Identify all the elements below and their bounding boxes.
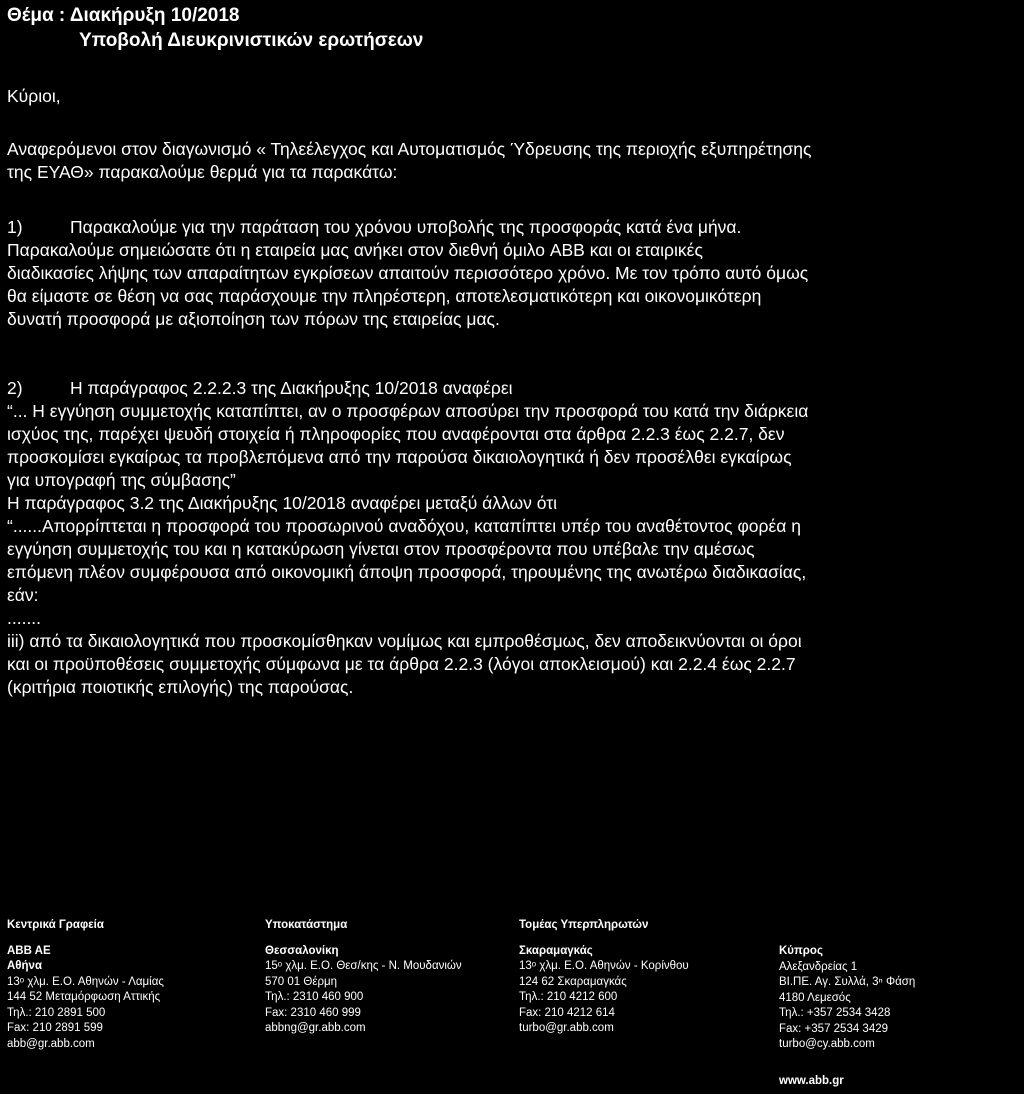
item-2-line: ....... [7,608,42,628]
item-2-line: (κριτήρια ποιοτικής επιλογής) της παρούσας. [7,677,354,697]
item-2-line: ισχύος της, παρέχει ψευδή στοιχεία ή πληροφορίες που αναφέρονται στα άρθρα 2.2.3 έως 2.2.7, δεν [7,424,785,444]
office-city: Θεσσαλονίκη [265,944,339,957]
website-link[interactable]: www.abb.gr [779,1075,844,1087]
fax-line: Fax: 210 2891 599 [7,1022,103,1034]
email-line: turbo@cy.abb.com [779,1038,875,1050]
address-line: 13ᵒ χλμ. Ε.Ο. Αθηνών - Κορίνθου [519,960,689,972]
email-line: abb@gr.abb.com [7,1037,95,1050]
item-2 [7,377,1019,699]
footer-heading: Κεντρικά Γραφεία [7,919,104,931]
address-line: 124 62 Σκαραμαγκάς [519,975,627,988]
item-2-number: 2) [7,378,23,398]
footer-head-office [7,918,164,1052]
item-1-heading [7,216,1019,239]
email-line: abbng@gr.abb.com [265,1022,366,1034]
intro-paragraph [7,138,1019,184]
letterhead-footer [0,918,1024,1094]
footer-cyprus [779,944,915,1053]
item-2-line: iii) από τα δικαιολογητικά που προσκομίσθηκαν νομίμως και εμπροθέσμως, δεν αποδεικνύονται οι όροι [7,631,802,651]
address-line: ΒΙ.ΠΕ. Αγ. Συλλά, 3ⁿ Φάση [779,976,916,988]
email-line: turbo@gr.abb.com [519,1022,614,1034]
item-1-line: δυνατή προσφορά με αξιοποίηση των πόρων της εταιρείας μας. [7,309,500,329]
phone-line: Τηλ.: 210 2891 500 [7,1006,106,1019]
address-line: 144 52 Μεταμόρφωση Αττικής [7,991,161,1003]
item-2-heading [7,377,1019,400]
subject-line: Θέμα : Διακήρυξη 10/2018 [7,5,240,26]
item-2-line: για υπογραφή της σύμβασης” [7,470,236,490]
item-2-line: Η παράγραφος 3.2 της Διακήρυξης 10/2018 αναφέρει μεταξύ άλλων ότι [7,493,558,513]
subject-title: Υποβολή Διευκρινιστικών ερωτήσεων [79,30,424,51]
item-1-number: 1) [7,217,23,237]
address-line: 570 01 Θέρμη [265,975,338,988]
intro-line: Αναφερόμενοι στον διαγωνισμό « Τηλεέλεγχος και Αυτοματισμός Ύδρευσης της περιοχής εξυπηρέτησης [7,139,812,159]
footer-heading: Τομέας Υπερπληρωτών [519,919,649,931]
item-2-line: εγγύηση συμμετοχής του και η κατακύρωση γίνεται στον προσφέροντα που υπέβαλε την αμέσως [7,539,755,559]
item-2-line: “......Απορρίπτεται η προσφορά του προσωρινού αναδόχου, καταπίπτει υπέρ του αναθέτοντος φορέα η [7,516,802,536]
item-1-first-line: Παρακαλούμε για την παράταση του χρόνου υποβολής της προσφοράς κατά ένα μήνα. [70,217,742,237]
item-2-line: προσκομίσει εγκαίρως τα προβλεπόμενα από την παρούσα δικαιολογητικά ή δεν προσέλθει εγκαίρως [7,447,792,467]
address-line: Αλεξανδρείας 1 [779,960,858,973]
item-1 [7,216,1019,331]
office-city: Αθήνα [7,960,43,972]
item-1-line: θα είμαστε σε θέση να σας παράσχουμε την πληρέστερη, αποτελεσματικότερη και οικονομικότερη [7,286,762,306]
item-1-line: διαδικασίες λήψης των απαραίτητων εγκρίσεων απαιτούν περισσότερο χρόνο. Με τον τρόπο αυτό όμως [7,263,809,283]
footer-heading: Υποκατάστημα [265,919,348,931]
item-2-line: “... Η εγγύηση συμμετοχής καταπίπτει, αν ο προσφέρων αποσύρει την προσφορά του κατά την διάρκεια [7,401,809,421]
fax-line: Fax: 210 4212 614 [519,1006,615,1019]
company-name: ABB AE [7,944,51,957]
phone-line: Τηλ.: +357 2534 3428 [779,1007,891,1019]
intro-line: της ΕΥΑΘ» παρακαλούμε θερμά για τα παρακάτω: [7,162,398,182]
salutation: Κύριοι, [7,86,61,106]
office-city: Σκαραμαγκάς [519,944,593,957]
item-1-line: Παρακαλούμε σημειώσατε ότι η εταιρεία μας ανήκει στον διεθνή όμιλο ABB και οι εταιρικές [7,240,703,260]
footer-branch [265,918,462,1037]
footer-turbo [519,918,689,1037]
item-2-line: εάν: [7,585,39,605]
address-line: 15ᵒ χλμ. Ε.Ο. Θεσ/κης - Ν. Μουδανιών [265,960,462,972]
item-2-first-line: Η παράγραφος 2.2.2.3 της Διακήρυξης 10/2018 αναφέρει [70,378,513,398]
address-line: 4180 Λεμεσός [779,991,851,1004]
item-2-line: επόμενη πλέον συμφέρουσα από οικονομική άποψη προσφορά, τηρουμένης της ανωτέρω διαδικασίας, [7,562,807,582]
fax-line: Fax: 2310 460 999 [265,1006,361,1019]
item-2-line: και οι προϋποθέσεις συμμετοχής σύμφωνα με τα άρθρα 2.2.3 (λόγοι αποκλεισμού) και 2.2.4 έως 2.2.7 [7,654,796,674]
phone-line: Τηλ.: 2310 460 900 [265,991,364,1003]
phone-line: Τηλ.: 210 4212 600 [519,991,618,1003]
address-line: 13ᵒ χλμ. Ε.Ο. Αθηνών - Λαμίας [7,975,164,988]
fax-line: Fax: +357 2534 3429 [779,1022,889,1035]
office-city: Κύπρος [779,945,823,957]
